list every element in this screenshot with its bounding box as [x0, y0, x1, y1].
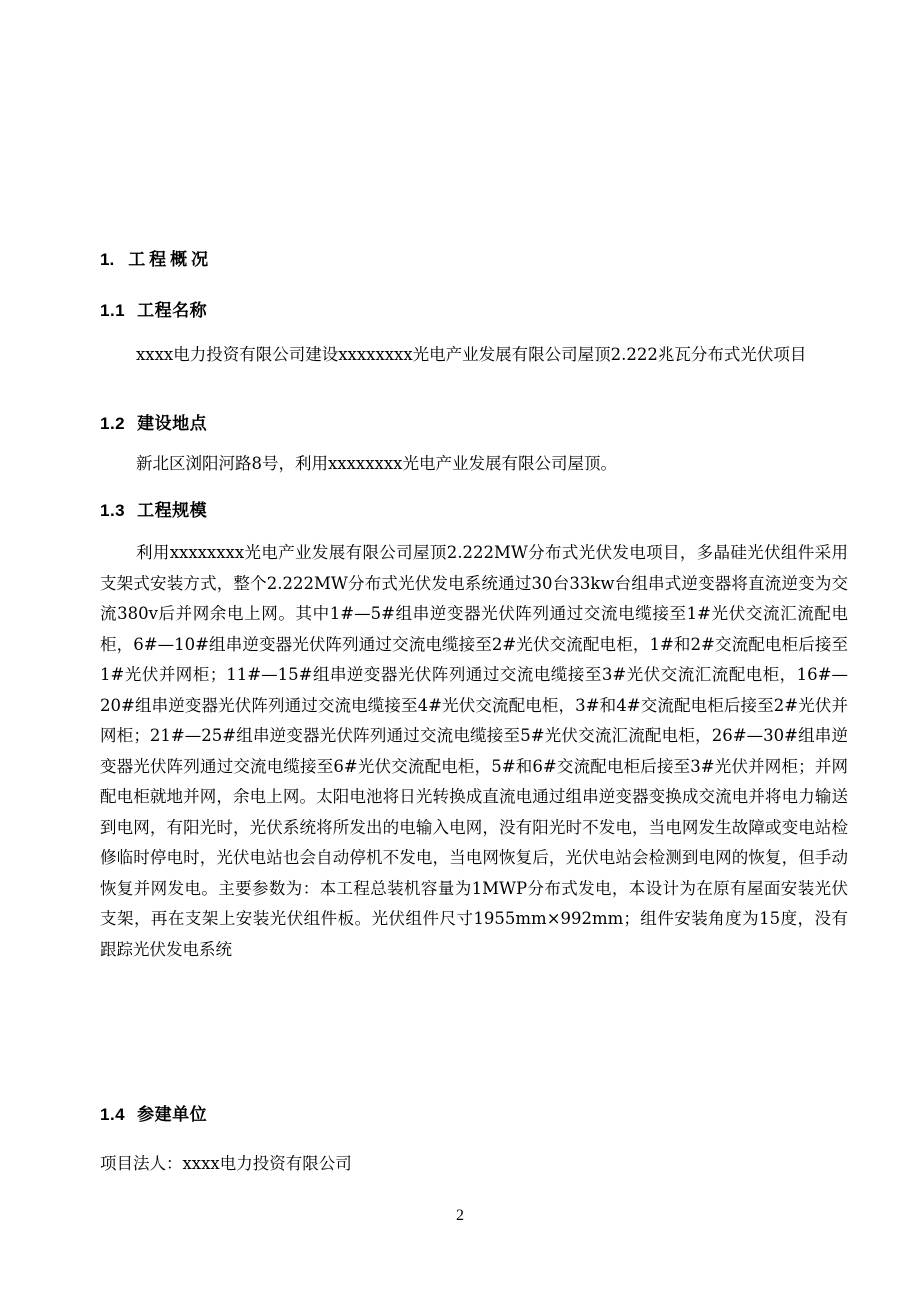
location-paragraph: 新北区浏阳河路8号，利用xxxxxxxx光电产业发展有限公司屋顶。 — [136, 454, 617, 473]
heading-1-2 — [100, 409, 207, 434]
heading-1 — [100, 245, 212, 270]
heading-1-2-title: 建设地点 — [137, 414, 208, 433]
project-name-paragraph: xxxx电力投资有限公司建设xxxxxxxx光电产业发展有限公司屋顶2.222兆瓦分布式光伏项目 — [136, 345, 807, 364]
heading-1-1-number: 1.1 — [100, 301, 126, 320]
participant-paragraph: 项目法人：xxxx电力投资有限公司 — [100, 1154, 352, 1173]
heading-1-4-title: 参建单位 — [137, 1105, 208, 1124]
page-number: 2 — [456, 1207, 464, 1224]
scale-paragraph: 利用xxxxxxxx光电产业发展有限公司屋顶2.222MW分布式光伏发电项目，多晶硅光伏组件采用支架式安装方式，整个2.222MW分布式光伏发电系统通过30台33kw台组串式逆变器将直流逆变为交流380v后并网余电上网。其中1#—5#组串逆变器光伏阵列通过交流电缆接至1#光伏交流汇流配电柜，6#—10#组串逆变器光伏阵列通过交流电缆接至2#光伏交流配电柜，1#和2#交流配电柜后接至1#光伏并网柜；11#—15#组串逆变器光伏阵列通过交流电缆接至3#光伏交流汇流配电柜，16#—20#组串逆变器光伏阵列通过交流电缆接至4#光伏交流配电柜，3#和4#交流配电柜后接至2#光伏并网柜；21#—25#组串逆变器光伏阵列通过交流电缆接至5#光伏交流汇流配电柜，26#—30#组串逆变器光伏阵列通过交流电缆接至6#光伏交流配电柜，5#和6#交流配电柜后接至3#光伏并网柜；并网配电柜就地并网，余电上网。太阳电池将日光转换成直流电通过组串逆变器变换成交流电并将电力输送到电网，有阳光时，光伏系统将所发出的电输入电网，没有阳光时不发电，当电网发生故障或变电站检修临时停电时，光伏电站也会自动停机不发电，当电网恢复后，光伏电站会检测到电网的恢复，但手动恢复并网发电。主要参数为：本工程总装机容量为1MWP分布式发电，本设计为在原有屋面安装光伏支架，再在支架上安装光伏组件板。光伏组件尺寸1955mm×992mm；组件安装角度为15度，没有跟踪光伏发电系统 — [100, 543, 848, 959]
heading-1-2-number: 1.2 — [100, 414, 126, 433]
heading-1-4-number: 1.4 — [100, 1105, 126, 1124]
heading-1-title: 工程概况 — [128, 250, 213, 269]
heading-1-1 — [100, 296, 207, 321]
heading-1-number: 1. — [100, 250, 115, 269]
heading-1-1-title: 工程名称 — [137, 301, 208, 320]
heading-1-3 — [100, 496, 207, 521]
heading-1-3-title: 工程规模 — [137, 501, 208, 520]
heading-1-4 — [100, 1100, 207, 1125]
heading-1-3-number: 1.3 — [100, 501, 126, 520]
